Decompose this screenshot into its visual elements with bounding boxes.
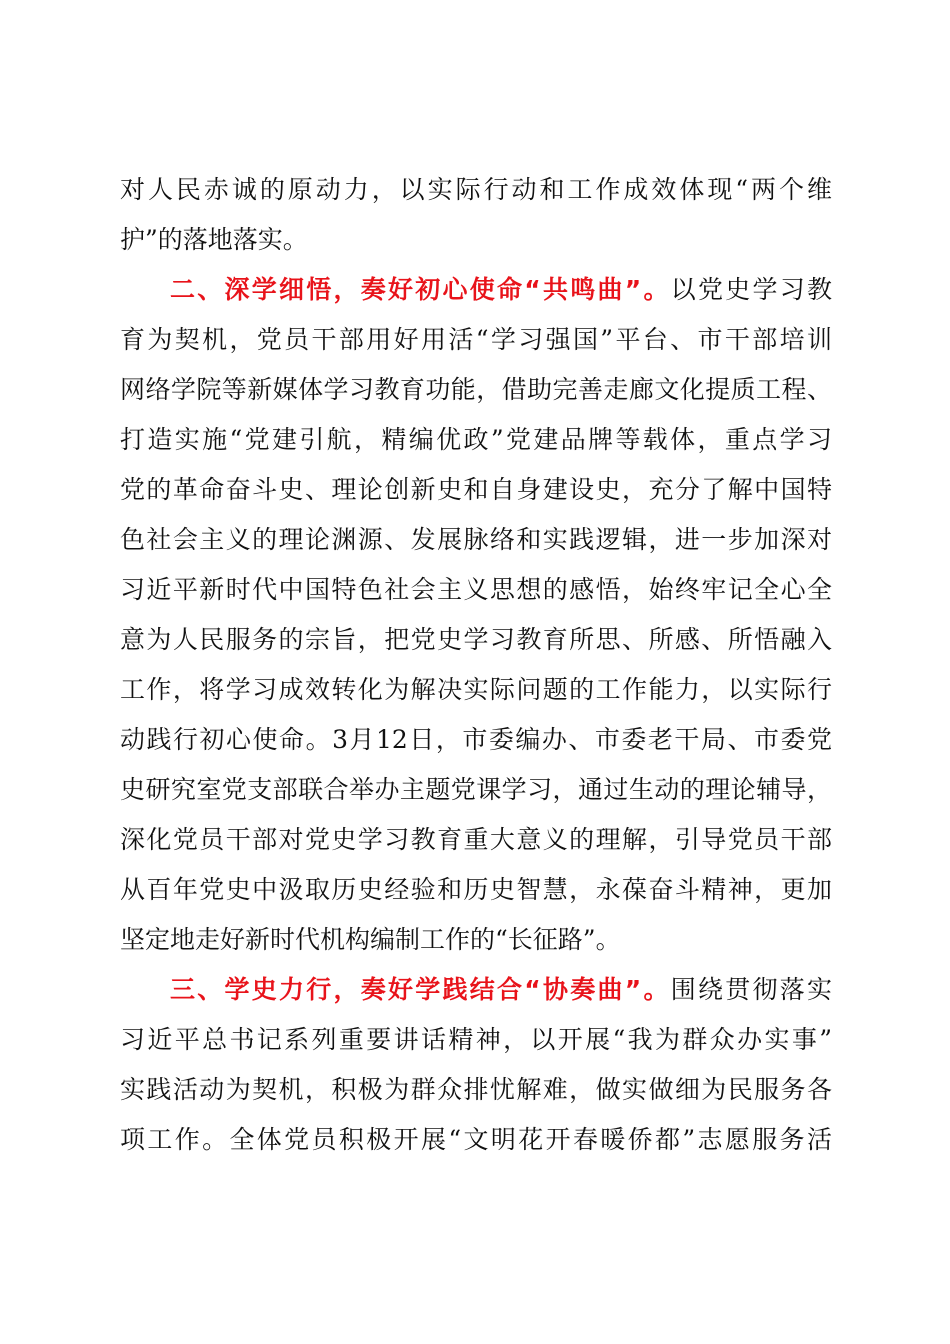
section-heading-line	[170, 970, 832, 1010]
text-line: 习近平总书记系列重要讲话精神，以开展“我为群众办实事”	[120, 1025, 832, 1054]
text-line: 打造实施“党建引航，精编优政”党建品牌等载体，重点学习	[120, 425, 832, 454]
text-line: 从百年党史中汲取历史经验和历史智慧，永葆奋斗精神，更加	[120, 875, 832, 904]
text-line: 动践行初心使命。3月12日，市委编办、市委老干局、市委党	[120, 725, 832, 754]
text-line: 育为契机，党员干部用好用活“学习强国”平台、市干部培训	[120, 325, 832, 354]
text-line: 工作，将学习成效转化为解决实际问题的工作能力，以实际行	[120, 675, 832, 704]
text-line: 色社会主义的理论渊源、发展脉络和实践逻辑，进一步加深对	[120, 525, 832, 554]
text-line: 项工作。全体党员积极开展“文明花开春暖侨都”志愿服务活	[120, 1125, 832, 1154]
text-line: 意为人民服务的宗旨，把党史学习教育所思、所感、所悟融入	[120, 625, 832, 654]
text-line: 深化党员干部对党史学习教育重大意义的理解，引导党员干部	[120, 825, 832, 854]
text-line: 护”的落地落实。	[120, 225, 308, 254]
text-line: 网络学院等新媒体学习教育功能，借助完善走廊文化提质工程、	[120, 375, 832, 404]
section-heading-line	[170, 270, 832, 310]
text-line: 坚定地走好新时代机构编制工作的“长征路”。	[120, 925, 621, 954]
text-span: 以党史学习教	[670, 275, 832, 304]
text-line: 对人民赤诚的原动力，以实际行动和工作成效体现“两个维	[120, 175, 832, 204]
text-line: 实践活动为契机，积极为群众排忧解难，做实做细为民服务各	[120, 1075, 832, 1104]
section-heading: 二、深学细悟，奏好初心使命“共鸣曲”。	[170, 275, 671, 304]
text-line: 党的革命奋斗史、理论创新史和自身建设史，充分了解中国特	[120, 475, 832, 504]
text-span: 围绕贯彻落实	[670, 975, 832, 1004]
text-line: 习近平新时代中国特色社会主义思想的感悟，始终牢记全心全	[120, 575, 832, 604]
section-heading: 三、学史力行，奏好学践结合“协奏曲”。	[170, 975, 671, 1004]
text-line: 史研究室党支部联合举办主题党课学习，通过生动的理论辅导，	[120, 775, 832, 804]
